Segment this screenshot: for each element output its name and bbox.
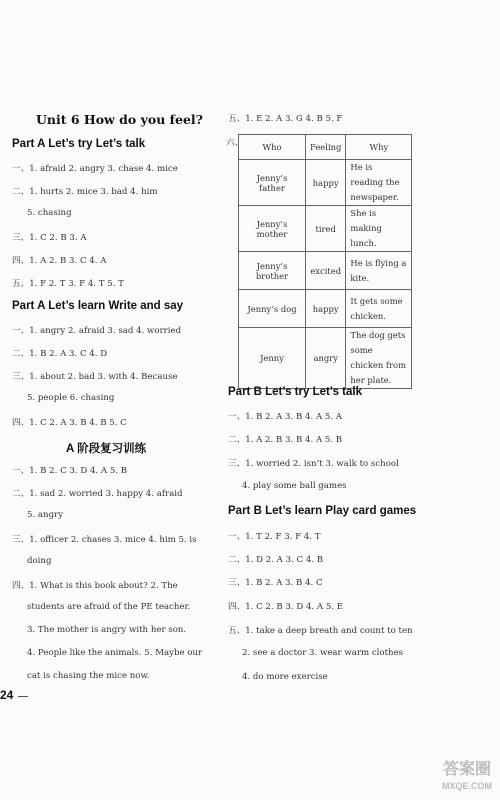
answer-line: 二、1. hurts 2. mice 3. bad 4. him: [12, 187, 158, 197]
table-header: Why: [346, 135, 412, 160]
answer-line: 二、1. A 2. B 3. B 4. A 5. B: [228, 435, 343, 445]
answer-table: [238, 134, 412, 389]
answer-line: 三、1. worried 2. isn’t 3. walk to school: [228, 459, 399, 469]
table-cell-who: Jenny’s mother: [239, 206, 306, 252]
answer-line: 三、1. officer 2. chases 3. mice 4. him 5. is: [12, 535, 197, 545]
answer-line: 三、1. about 2. bad 3. with 4. Because: [12, 372, 178, 382]
table-cell-why: She is making lunch.: [346, 206, 412, 252]
table-cell-who: Jenny: [239, 328, 306, 389]
table-header-row: [239, 135, 412, 160]
table-header: Who: [239, 135, 306, 160]
answer-line: 4. play some ball games: [242, 481, 347, 491]
section-part-b-learn: Part B Let’s learn Play card games: [228, 505, 417, 517]
answer-line: 一、1. T 2. F 3. F 4. T: [228, 532, 321, 542]
table-cell-why: He is flying a kite.: [346, 252, 412, 290]
answer-line: 四、1. A 2. B 3. C 4. A: [12, 256, 107, 266]
table-cell-feeling: excited: [306, 252, 346, 290]
table-cell-feeling: happy: [306, 290, 346, 328]
section-review: A 阶段复习训练: [66, 443, 147, 455]
answer-line: 五、1. take a deep breath and count to ten: [228, 626, 413, 636]
table-row: [239, 290, 412, 328]
answer-line: 五、1. F 2. T 3. F 4. T 5. T: [12, 279, 124, 289]
table-cell-who: Jenny’s dog: [239, 290, 306, 328]
table-cell-why: It gets some chicken.: [346, 290, 412, 328]
unit-title: Unit 6 How do you feel?: [36, 112, 203, 127]
answer-line: students are afraid of the PE teacher.: [27, 602, 191, 612]
section-part-a-talk: Part A Let’s try Let’s talk: [12, 138, 146, 150]
answer-line: 2. see a doctor 3. wear warm clothes: [242, 648, 404, 658]
answer-line: 一、1. B 2. C 3. D 4. A 5. B: [12, 466, 128, 476]
answer-line: 三、1. B 2. A 3. B 4. C: [228, 578, 323, 588]
answer-line: 四、1. What is this book about? 2. The: [12, 581, 178, 591]
answer-line: 5. angry: [27, 510, 64, 520]
answer-line: 二、1. sad 2. worried 3. happy 4. afraid: [12, 489, 183, 499]
table-cell-feeling: happy: [306, 160, 346, 206]
answer-line: 四、1. C 2. A 3. B 4. B 5. C: [12, 418, 127, 428]
table-row: [239, 160, 412, 206]
answer-line: 3. The mother is angry with her son.: [27, 625, 187, 635]
answer-line: 一、1. B 2. A 3. B 4. A 5. A: [228, 412, 343, 422]
answer-line: 一、1. angry 2. afraid 3. sad 4. worried: [12, 326, 182, 336]
watermark-logo: [442, 762, 492, 794]
question-six-label: 六、: [226, 138, 244, 148]
table-cell-feeling: angry: [306, 328, 346, 389]
answer-line: 二、1. B 2. A 3. C 4. D: [12, 349, 108, 359]
answer-line: 5. people 6. chasing: [27, 393, 115, 403]
table-row: [239, 206, 412, 252]
table-cell-why: He is reading the newspaper.: [346, 160, 412, 206]
section-part-a-learn: Part A Let’s learn Write and say: [12, 300, 184, 312]
answer-line: 二、1. D 2. A 3. C 4. B: [228, 555, 324, 565]
section-part-b-talk: Part B Let’s try Let’s talk: [228, 386, 362, 398]
table-cell-who: Jenny’s father: [239, 160, 306, 206]
table-row: [239, 328, 412, 389]
answer-line: 三、1. C 2. B 3. A: [12, 233, 87, 243]
watermark-url: MXQE.COM: [441, 781, 492, 791]
answer-line: 四、1. C 2. B 3. D 4. A 5. E: [228, 602, 344, 612]
answer-line: 一、1. afraid 2. angry 3. chase 4. mice: [12, 164, 178, 174]
watermark-text: 答案圈: [442, 761, 491, 778]
answer-line: 4. People like the animals. 5. Maybe our: [27, 648, 203, 658]
table-row: [239, 252, 412, 290]
table-header: Feeling: [306, 135, 346, 160]
answer-line: cat is chasing the mice now.: [27, 671, 150, 681]
answer-line: 5. chasing: [27, 208, 72, 218]
page-number: 24: [0, 688, 14, 702]
table-cell-who: Jenny’s brother: [239, 252, 306, 290]
page-number-rule: [18, 696, 28, 697]
answer-line: 五、1. E 2. A 3. G 4. B 5. F: [228, 114, 343, 124]
answer-line: doing: [27, 556, 52, 566]
answer-line: 4. do more exercise: [242, 672, 328, 682]
table-cell-why: The dog gets some chicken from her plate.: [346, 328, 412, 389]
table-cell-feeling: tired: [306, 206, 346, 252]
